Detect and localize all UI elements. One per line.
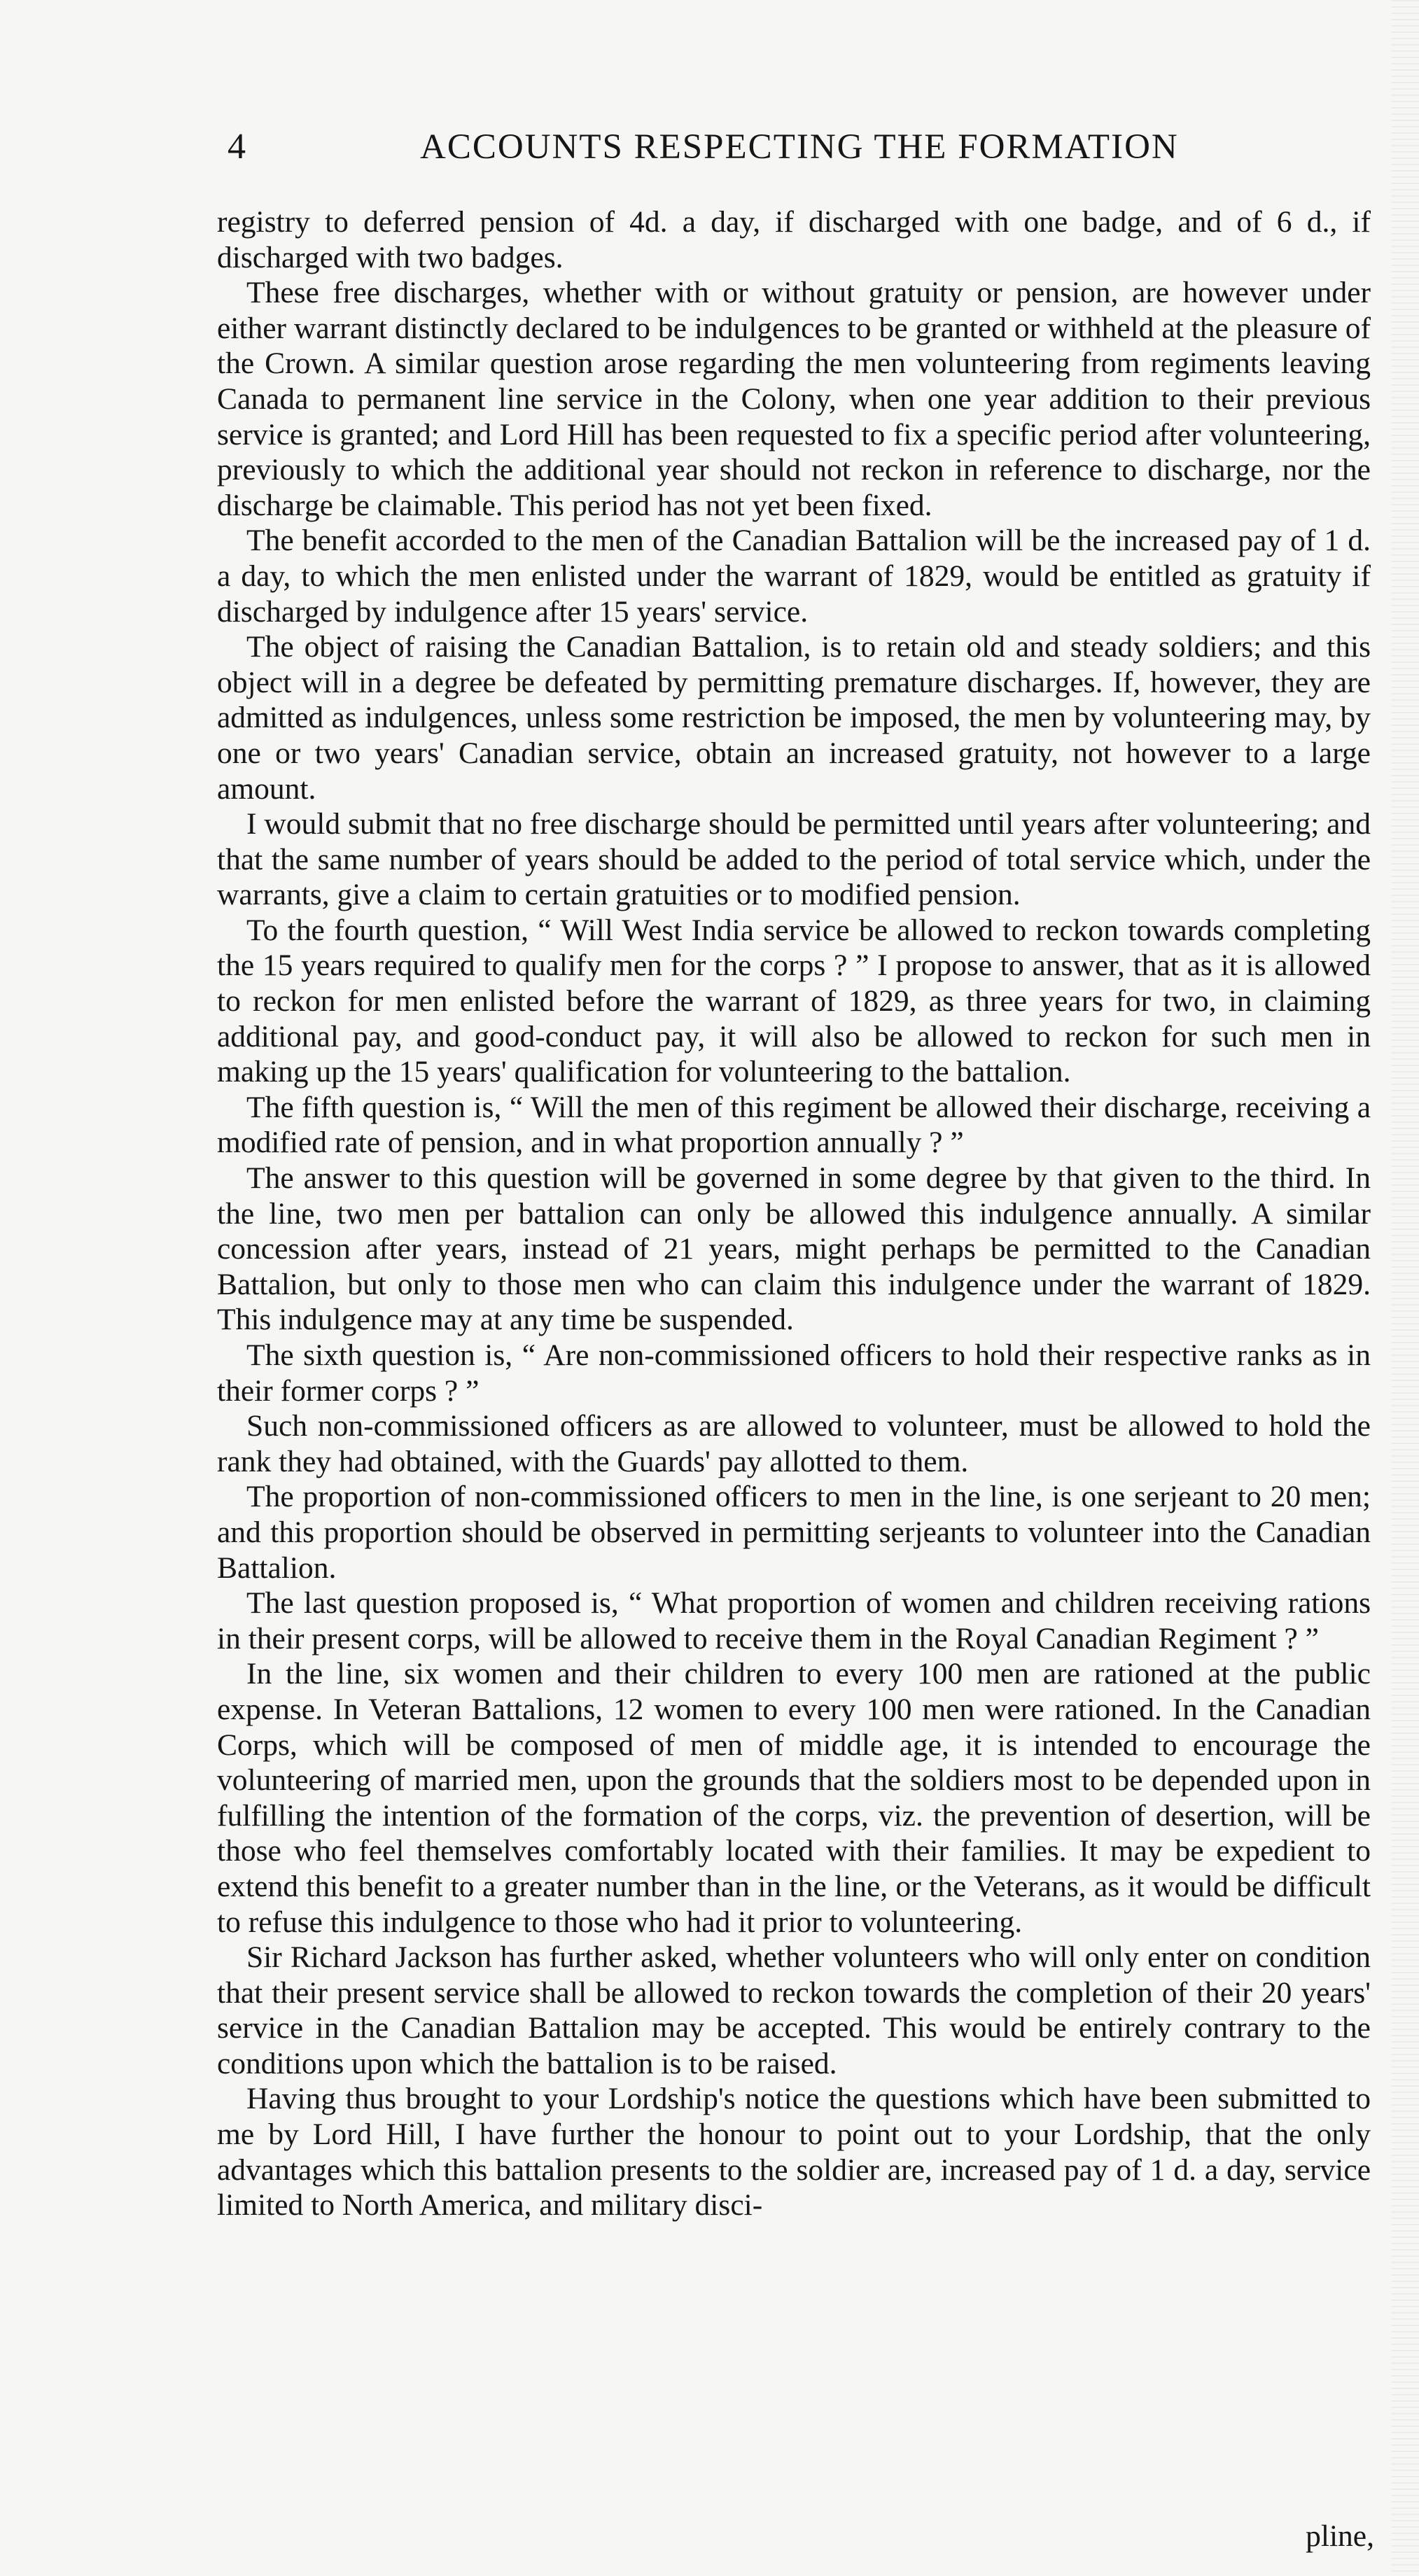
paragraph: The sixth question is, “ Are non-commissioned officers to hold their respective ranks as in their former corps ? ” — [217, 1338, 1371, 1408]
paragraph: The fifth question is, “ Will the men of this regiment be allowed their discharge, receiving a modified rate of pension, and in what proportion annually ? ” — [217, 1090, 1371, 1160]
paragraph: Sir Richard Jackson has further asked, whether volunteers who will only enter on condition that their present service shall be allowed to reckon towards the completion of their 20 years' service in the Canadian Battalion may be accepted. This would be entirely contrary to the conditions upon which the battalion is to be raised. — [217, 1940, 1371, 2080]
paragraph: Such non-commissioned officers as are allowed to volunteer, must be allowed to hold the rank they had obtained, with the Guards' pay allotted to them. — [217, 1409, 1371, 1478]
paragraph: In the line, six women and their children to every 100 men are rationed at the public expense. In Veteran Battalions, 12 women to every 100 men were rationed. In the Canadian Corps, which will be composed of men of middle age, it is intended to encourage the volunteering of married men, upon the grounds that the soldiers most to be depended upon in fulfilling the intention of the formation of the corps, viz. the prevention of desertion, will be those who feel themselves comfortably located with their families. It may be expedient to extend this benefit to a greater number than in the line, or the Veterans, as it would be difficult to refuse this indulgence to those who had it prior to volunteering. — [217, 1657, 1371, 1939]
paragraph: Having thus brought to your Lordship's notice the questions which have been submitted to me by Lord Hill, I have further the honour to point out to your Lordship, that the only advantages which this battalion presents to the soldier are, increased pay of 1 d. a day, service limited to North America, and military disci- — [217, 2082, 1371, 2222]
page-edge-texture — [1391, 0, 1419, 2576]
paragraph: The object of raising the Canadian Battalion, is to retain old and steady soldiers; and this object will in a degree be defeated by permitting premature discharges. If, however, they are admitted as indulgences, unless some restriction be imposed, the men by volunteering may, by one or two years' Canadian service, obtain an increased gratuity, not however to a large amount. — [217, 630, 1371, 806]
body-text — [217, 204, 1371, 2223]
catchword: pline, — [1306, 2519, 1374, 2553]
paragraph: I would submit that no free discharge should be permitted until years after volunteering; and that the same number of years should be added to the period of total service which, under the warrants, give a claim to certain gratuities or to modified pension. — [217, 807, 1371, 912]
paragraph: The proportion of non-commissioned officers to men in the line, is one serjeant to 20 men; and this proportion should be observed in permitting serjeants to volunteer into the Canadian Battalion. — [217, 1480, 1371, 1585]
paragraph: The benefit accorded to the men of the Canadian Battalion will be the increased pay of 1 d. a day, to which the men enlisted under the warrant of 1829, would be entitled as gratuity if discharged by indulgence after 15 years' service. — [217, 524, 1371, 629]
paragraph: These free discharges, whether with or without gratuity or pension, are however under either warrant distinctly declared to be indulgences to be granted or withheld at the pleasure of the Crown. A similar question arose regarding the men volunteering from regiments leaving Canada to permanent line service in the Colony, when one year addition to their previous service is granted; and Lord Hill has been requested to fix a specific period after volunteering, previously to which the additional year should not reckon in reference to discharge, nor the discharge be claimable. This period has not yet been fixed. — [217, 276, 1371, 522]
paragraph: To the fourth question, “ Will West India service be allowed to reckon towards completing the 15 years required to qualify men for the corps ? ” I propose to answer, that as it is allowed to reckon for men enlisted before the warrant of 1829, as three years for two, in claiming additional pay, and good-conduct pay, it will also be allowed to reckon for such men in making up the 15 years' qualification for volunteering to the battalion. — [217, 913, 1371, 1089]
running-head: ACCOUNTS RESPECTING THE FORMATION — [420, 127, 1179, 167]
paragraph: registry to deferred pension of 4d. a day, if discharged with one badge, and of 6 d., if discharged with two badges. — [217, 205, 1371, 274]
paragraph: The last question proposed is, “ What proportion of women and children receiving rations in their present corps, will be allowed to receive them in the Royal Canadian Regiment ? ” — [217, 1586, 1371, 1656]
page-number: 4 — [228, 127, 246, 167]
paragraph: The answer to this question will be governed in some degree by that given to the third. In the line, two men per battalion can only be allowed this indulgence annually. A similar concession after years, instead of 21 years, might perhaps be permitted to the Canadian Battalion, but only to those men who can claim this indulgence under the warrant of 1829. This indulgence may at any time be suspended. — [217, 1161, 1371, 1337]
